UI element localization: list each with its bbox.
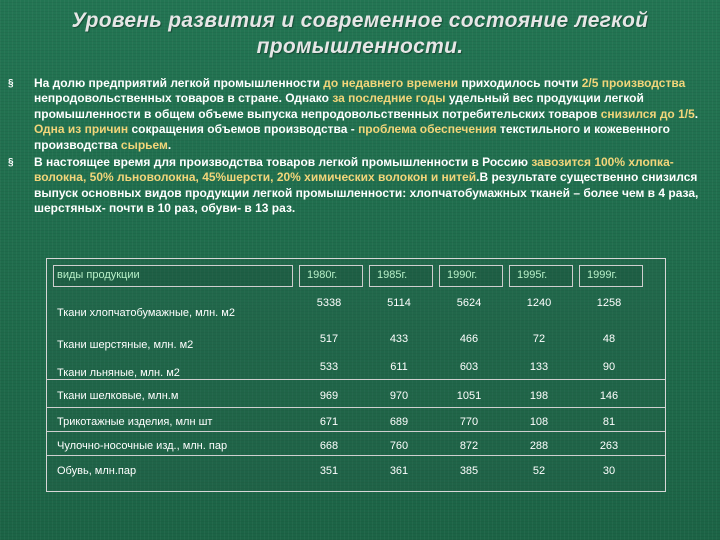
table-cell: 517 [319, 333, 339, 345]
table-cell: 5338 [316, 297, 342, 309]
table-cell: 133 [529, 361, 549, 373]
table-cell: 5624 [456, 297, 482, 309]
table-cell: 72 [532, 333, 546, 345]
table-cell: 969 [319, 390, 339, 402]
table-cell: 198 [529, 390, 549, 402]
table-cell: 108 [529, 416, 549, 428]
table-cell: 603 [459, 361, 479, 373]
header-year-5: 1999г. [587, 269, 618, 281]
header-year-3: 1990г. [447, 269, 478, 281]
table-cell: 1051 [456, 390, 482, 402]
table-cell: 81 [602, 416, 616, 428]
table-cell: 146 [599, 390, 619, 402]
table-cell: 668 [319, 440, 339, 452]
bullet-2-text: В настоящее время для производства товаров легкой промышленности в Россию завозится 100% хлопка-волокна, 50% льноволокна, 45%шерсти, 20% химических волокон и нитей.В результате существенно снизился выпуск основных видов продукции легкой промышленности: хлопчатобумажных тканей – более чем в 4 раза, шерстяных- почти в 10 раз, обуви- в 13 раз. [34, 155, 699, 216]
table-cell: 351 [319, 465, 339, 477]
bullet-item-1 [8, 76, 714, 153]
table-row-label: Чулочно-носочные изд., млн. пар [57, 440, 228, 452]
table-cell: 52 [532, 465, 546, 477]
table-cell: 872 [459, 440, 479, 452]
table-row-label: Обувь, млн.пар [57, 465, 137, 477]
table-cell: 770 [459, 416, 479, 428]
bullet-item-2 [8, 155, 714, 217]
table-row-divider [47, 455, 665, 456]
table-cell: 1258 [596, 297, 622, 309]
header-year-2: 1985г. [377, 269, 408, 281]
table-cell: 263 [599, 440, 619, 452]
table-cell: 90 [602, 361, 616, 373]
table-row-label: Трикотажные изделия, млн шт [57, 416, 213, 428]
square-bullet-icon: § [8, 78, 14, 89]
table-row-label: Ткани хлопчатобумажные, млн. м2 [57, 307, 235, 319]
table-cell: 689 [389, 416, 409, 428]
table-cell: 48 [602, 333, 616, 345]
table-row-label: Ткани шелковые, млн.м [57, 390, 179, 402]
table-cell: 533 [319, 361, 339, 373]
table-cell: 361 [389, 465, 409, 477]
table-cell: 5114 [387, 297, 411, 309]
table-cell: 288 [529, 440, 549, 452]
header-year-4: 1995г. [517, 269, 548, 281]
bullet-1-text: На долю предприятий легкой промышленности до недавнего времени приходилось почти 2/5 производства непродовольственных товаров в стране. Однако за последние годы удельный вес продукции легкой промышленности в общем объеме выпуска непродовольственных потребительских товаров снизился до 1/5. Одна из причин сокращения объемов производства - проблема обеспечения текстильного и кожевенного производства сырьем. [34, 76, 699, 152]
table-row-divider [47, 379, 665, 380]
table-cell: 970 [389, 390, 409, 402]
bullet-list [8, 76, 714, 219]
slide-title-line-2: промышленности. [256, 35, 464, 58]
slide-title-line-1: Уровень развития и современное состояние легкой [71, 9, 649, 32]
table-row-divider [47, 407, 665, 408]
table-cell: 611 [390, 361, 408, 373]
production-table [46, 258, 666, 492]
table-row-label: Ткани льняные, млн. м2 [57, 367, 180, 379]
header-label-product-types: виды продукции [57, 269, 140, 281]
table-cell: 433 [389, 333, 409, 345]
slide-title [0, 8, 720, 60]
header-year-1: 1980г. [307, 269, 338, 281]
table-cell: 671 [319, 416, 339, 428]
table-cell: 1240 [526, 297, 552, 309]
square-bullet-icon: § [8, 157, 14, 169]
table-cell: 466 [459, 333, 479, 345]
table-cell: 385 [459, 465, 479, 477]
table-cell: 760 [389, 440, 409, 452]
table-row-label: Ткани шерстяные, млн. м2 [57, 339, 194, 351]
table-cell: 30 [602, 465, 616, 477]
table-row-divider [47, 431, 665, 432]
